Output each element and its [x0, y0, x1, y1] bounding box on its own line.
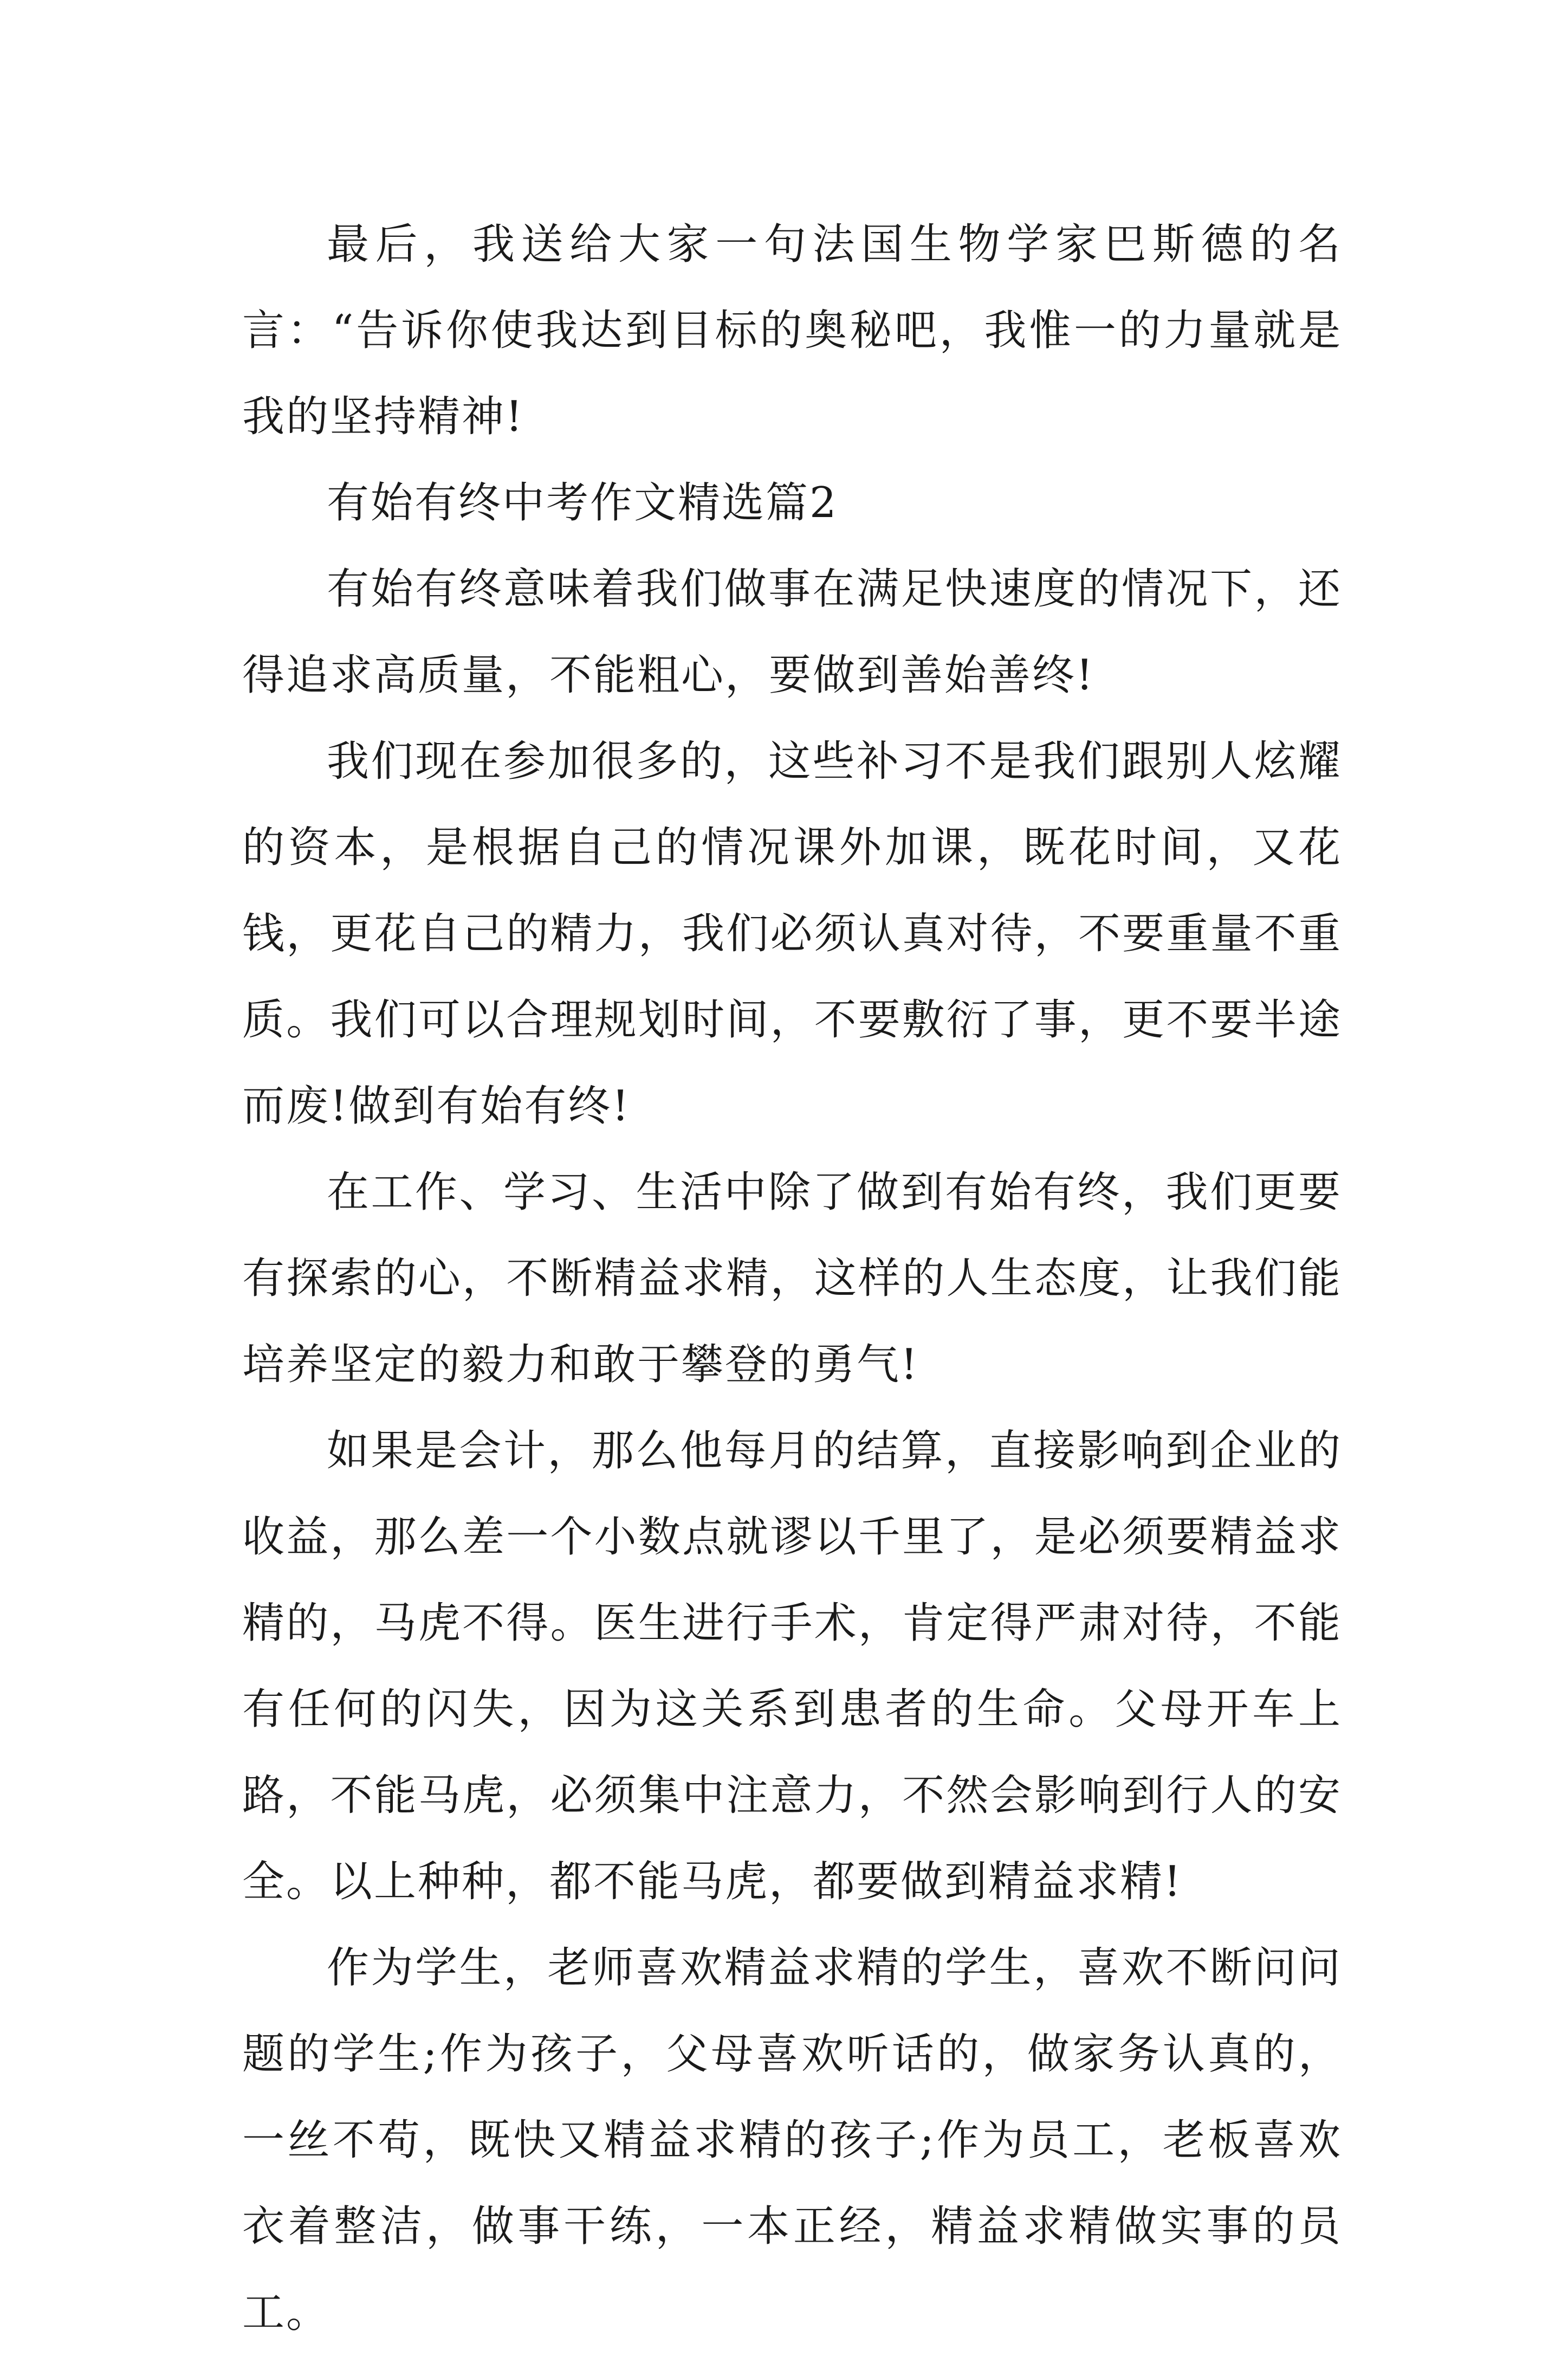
document-body	[242, 202, 1342, 2356]
paragraph-tutoring: 我们现在参加很多的，这些补习不是我们跟别人炫耀的资本，是根据自己的情况课外加课，既花时间，又花钱，更花自己的精力，我们必须认真对待，不要重量不重质。我们可以合理规划时间，不要敷衍了事，更不要半途而废!做到有始有终!	[242, 737, 1342, 1131]
paragraph-examples: 如果是会计，那么他每月的结算，直接影响到企业的收益，那么差一个小数点就谬以千里了，是必须要精益求精的，马虎不得。医生进行手术，肯定得严肃对待，不能有任何的闪失，因为这关系到患者的生命。父母开车上路，不能马虎，必须集中注意力，不然会影响到行人的安全。以上种种，都不能马虎，都要做到精益求精!	[242, 1426, 1342, 1906]
paragraph-intro: 有始有终意味着我们做事在满足快速度的情况下，还得追求高质量，不能粗心，要做到善始善终!	[242, 565, 1342, 700]
paragraph-exploration: 在工作、学习、生活中除了做到有始有终，我们更要有探索的心，不断精益求精，这样的人生态度，让我们能培养坚定的毅力和敢于攀登的勇气!	[242, 1168, 1342, 1389]
paragraph-roles: 作为学生，老师喜欢精益求精的学生，喜欢不断问问题的学生;作为孩子，父母喜欢听话的，做家务认真的，一丝不苟，既快又精益求精的孩子;作为员工，老板喜欢衣着整洁，做事干练，一本正经，精益求精做实事的员工。	[242, 1944, 1342, 2337]
section-heading: 有始有终中考作文精选篇2	[327, 479, 838, 527]
paragraph-closing-quote: 最后，我送给大家一句法国生物学家巴斯德的名言：“告诉你使我达到目标的奥秘吧，我惟一的力量就是我的坚持精神!	[242, 220, 1342, 441]
